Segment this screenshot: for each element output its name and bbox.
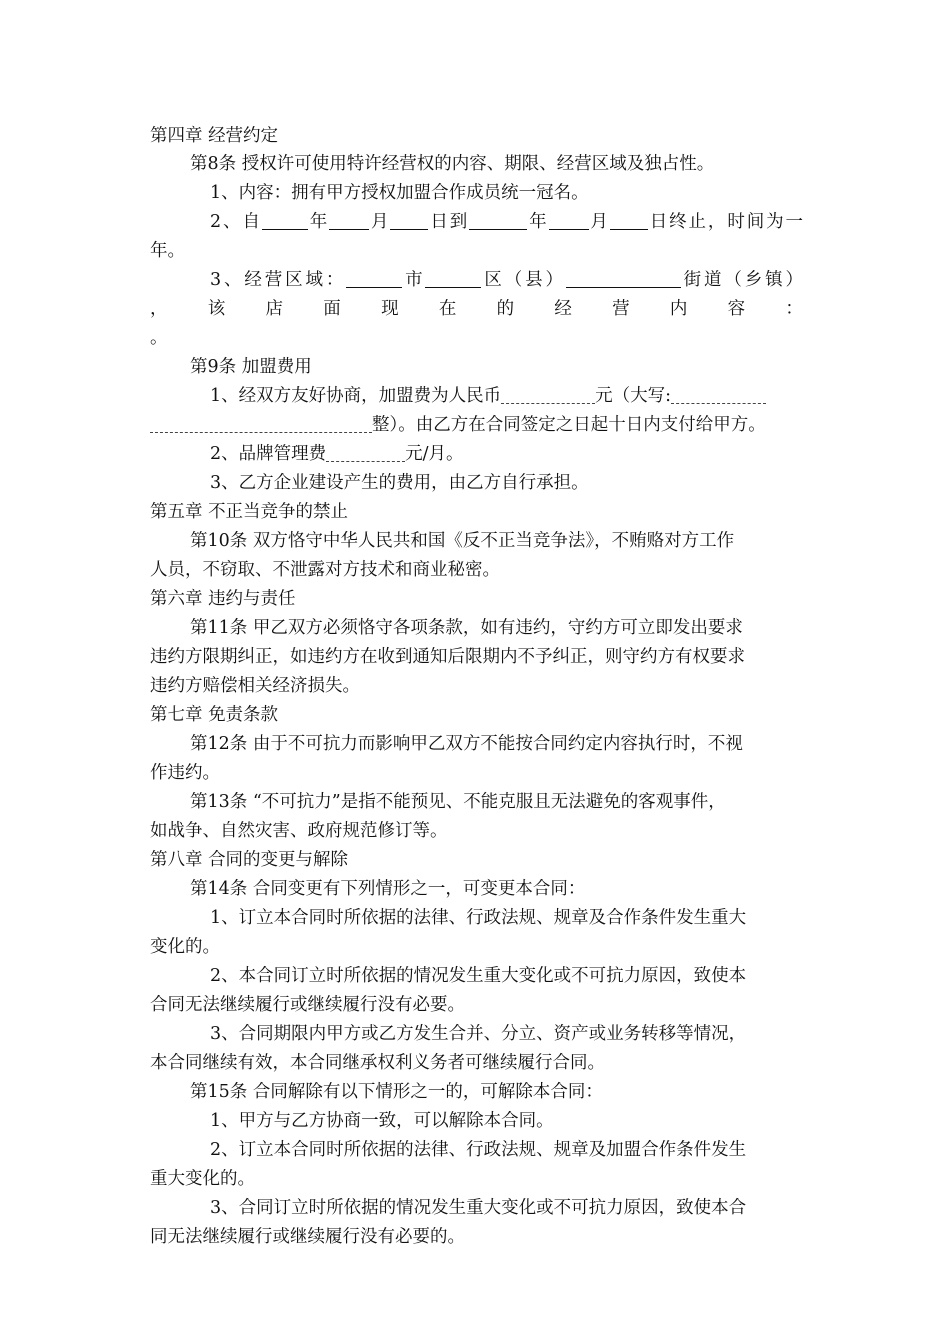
blank-fee-uppercase-1	[671, 385, 766, 404]
article-15-item-3-line-1: 3、合同订立时所依据的情况发生重大变化或不可抗力原因，致使本合	[210, 1198, 747, 1218]
chapter-5-title: 第五章 不正当竞争的禁止	[150, 502, 349, 522]
chapter-7-title: 第七章 免责条款	[150, 705, 279, 725]
article-11-line-2: 违约方限期纠正，如违约方在收到通知后限期内不予纠正，则守约方有权要求	[150, 647, 745, 667]
blank-franchise-fee	[501, 385, 595, 404]
article-11-line-3: 违约方赔偿相关经济损失。	[150, 676, 360, 696]
blank-brand-fee	[326, 443, 405, 462]
article-14-item-1-line-2: 变化的。	[150, 937, 220, 957]
blank-start-year	[262, 211, 308, 230]
article-13-line-1: 第13条 “不可抗力”是指不能预见、不能克服且无法避免的客观事件，	[190, 792, 726, 812]
blank-end-month	[549, 211, 589, 230]
chapter-6-title: 第六章 违约与责任	[150, 589, 296, 609]
article-9-heading: 第9条 加盟费用	[190, 357, 312, 377]
article-14-item-2-line-2: 合同无法继续履行或继续履行没有必要。	[150, 995, 465, 1015]
blank-district	[425, 269, 481, 288]
article-14-item-2-line-1: 2、本合同订立时所依据的情况发生重大变化或不可抗力原因，致使本	[210, 966, 747, 986]
article-15-item-2-line-2: 重大变化的。	[150, 1169, 255, 1189]
article-8-item-2-line-1: 2、自 年 月 日到 年 月 日终止，时间为一	[210, 212, 804, 232]
article-9-item-3: 3、乙方企业建设产生的费用，由乙方自行承担。	[210, 473, 589, 493]
article-8-item-1: 1、内容：拥有甲方授权加盟合作成员统一冠名。	[210, 183, 589, 203]
blank-street	[566, 269, 681, 288]
article-9-item-1-line-1: 1、经双方友好协商，加盟费为人民币 元（大写:	[210, 382, 766, 410]
article-15-item-2-line-1: 2、订立本合同时所依据的法律、行政法规、规章及加盟合作条件发生	[210, 1140, 747, 1160]
blank-fee-uppercase-2	[150, 414, 372, 433]
blank-start-day	[390, 211, 428, 230]
article-8-item-3-line-1: 3、经营区域： 市 区（县） 街道（乡镇）	[210, 270, 804, 290]
article-8-item-3-line-3: 。	[150, 328, 168, 348]
article-12-line-2: 作违约。	[150, 763, 220, 783]
article-8-heading: 第8条 授权许可使用特许经营权的内容、期限、经营区域及独占性。	[190, 154, 715, 174]
article-11-line-1: 第11条 甲乙双方必须恪守各项条款，如有违约，守约方可立即发出要求	[190, 618, 743, 638]
chapter-4-title: 第四章 经营约定	[150, 126, 279, 146]
article-14-item-1-line-1: 1、订立本合同时所依据的法律、行政法规、规章及合作条件发生重大	[210, 908, 747, 928]
article-14-heading: 第14条 合同变更有下列情形之一，可变更本合同：	[190, 879, 586, 899]
chapter-8-title: 第八章 合同的变更与解除	[150, 850, 349, 870]
article-14-item-3-line-2: 本合同继续有效，本合同继承权利义务者可继续履行合同。	[150, 1053, 605, 1073]
article-15-item-3-line-2: 同无法继续履行或继续履行没有必要的。	[150, 1227, 465, 1247]
article-15-heading: 第15条 合同解除有以下情形之一的，可解除本合同：	[190, 1082, 603, 1102]
article-9-item-2: 2、品牌管理费 元/月。	[210, 444, 464, 464]
article-10-line-2: 人员，不窃取、不泄露对方技术和商业秘密。	[150, 560, 500, 580]
blank-end-day	[610, 211, 648, 230]
article-15-item-1: 1、甲方与乙方协商一致，可以解除本合同。	[210, 1111, 554, 1131]
article-9-item-1-line-2: 整）。由乙方在合同签定之日起十日内支付给甲方。	[150, 411, 766, 439]
blank-end-year	[469, 211, 527, 230]
blank-city	[346, 269, 402, 288]
article-10-line-1: 第10条 双方恪守中华人民共和国《反不正当竞争法》，不贿赂对方工作	[190, 531, 735, 551]
article-13-line-2: 如战争、自然灾害、政府规范修订等。	[150, 821, 448, 841]
article-8-item-3-line-2: ， 该 店 面 现 在 的 经 营 内 容 ：	[150, 299, 803, 319]
article-14-item-3-line-1: 3、合同期限内甲方或乙方发生合并、分立、资产或业务转移等情况，	[210, 1024, 747, 1044]
article-8-item-2-line-2: 年。	[150, 241, 185, 261]
blank-start-month	[329, 211, 369, 230]
article-12-line-1: 第12条 由于不可抗力而影响甲乙双方不能按合同约定内容执行时，不视	[190, 734, 743, 754]
